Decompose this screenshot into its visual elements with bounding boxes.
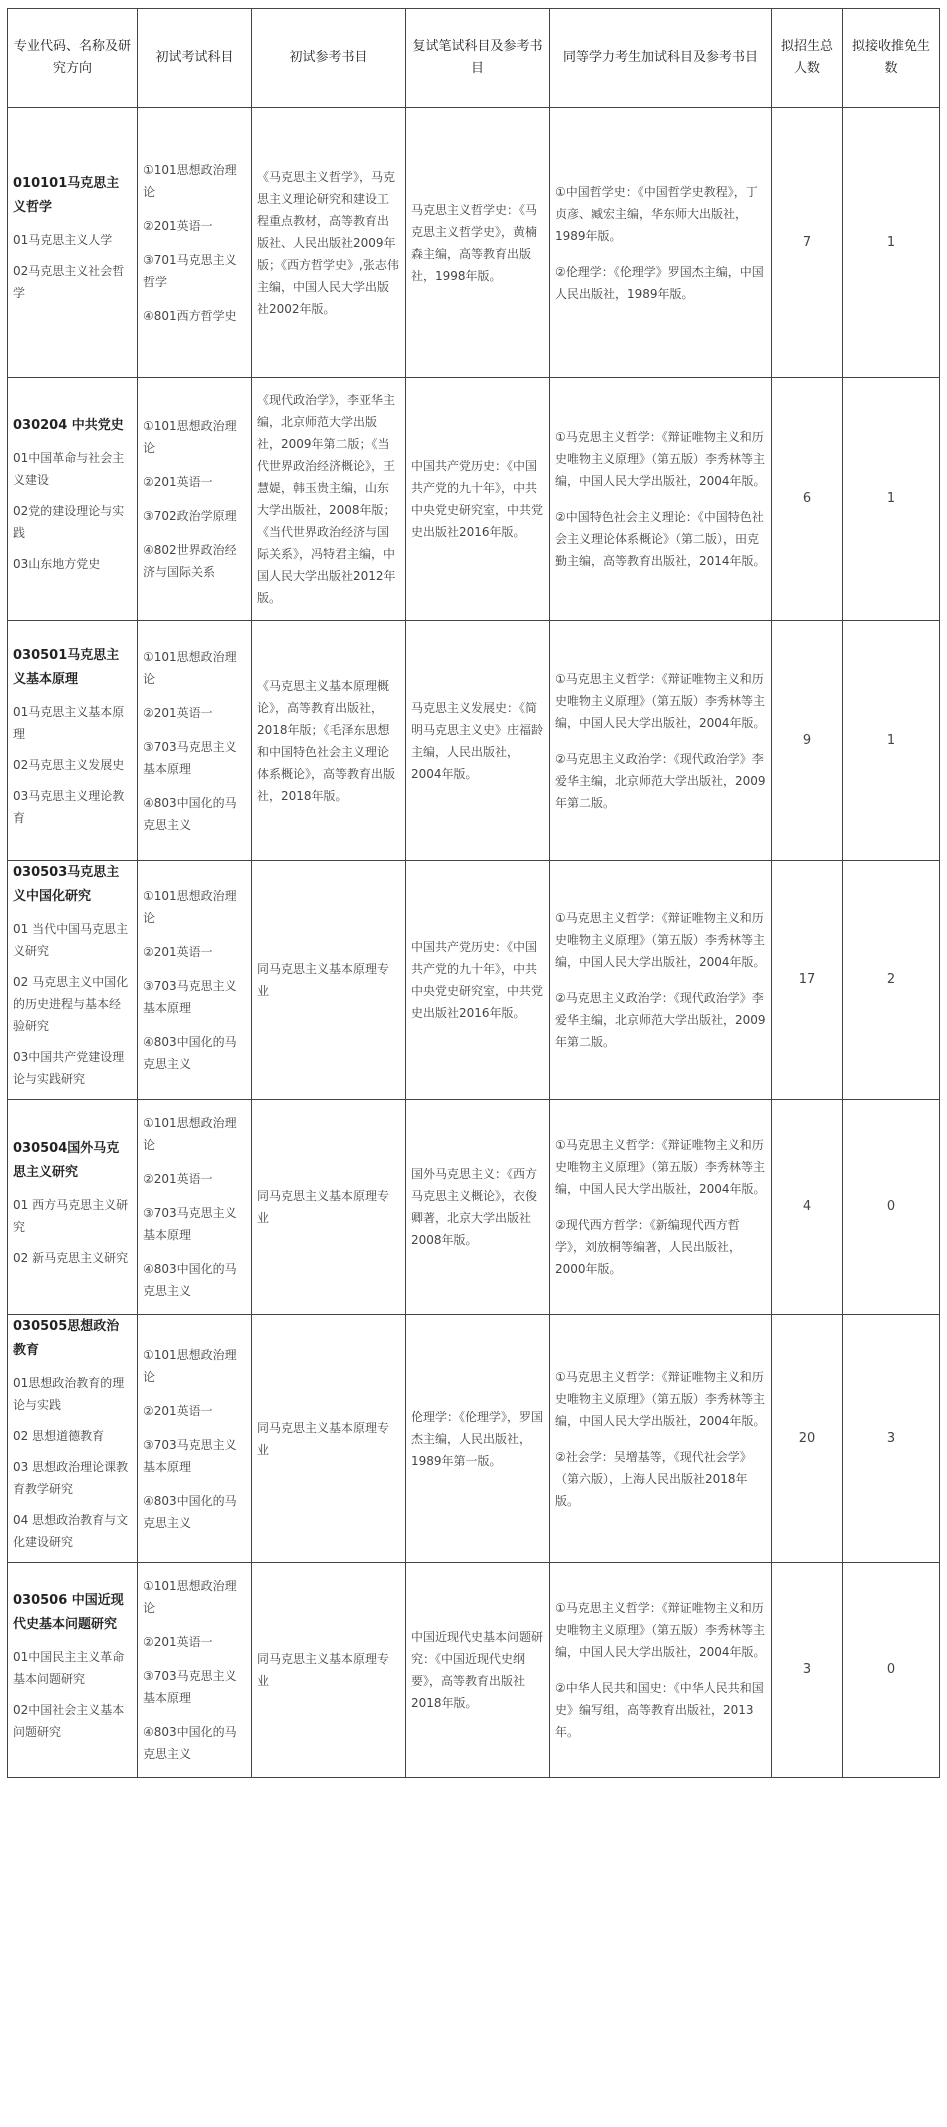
header-exempt: 拟接收推免生数 xyxy=(843,9,940,108)
exempt-count-cell: 0 xyxy=(843,1563,940,1778)
reference-books-cell xyxy=(252,1563,406,1778)
exam-subject: ①101思想政治理论 xyxy=(143,419,237,455)
exempt-count-cell: 0 xyxy=(843,1100,940,1315)
exam-subject: ②201英语一 xyxy=(143,218,213,233)
additional-subject: ②中国特色社会主义理论：《中国特色社会主义理论体系概论》（第二版），田克勤主编，高等教育出版社，2014年版。 xyxy=(555,510,766,568)
exam-subject: ③701马克思主义哲学 xyxy=(143,252,237,289)
retest-text: 中国共产党历史：《中国共产党的九十年》，中共中央党史研究室，中共党史出版社2016年版。 xyxy=(411,459,544,539)
research-direction: 03山东地方党史 xyxy=(13,557,101,571)
exam-subject: ③703马克思主义基本原理 xyxy=(143,1206,237,1242)
research-direction: 04 思想政治教育与文化建设研究 xyxy=(13,1513,129,1549)
program-title: 030505思想政治教育 xyxy=(13,1319,120,1358)
additional-subject: ②伦理学：《伦理学》罗国杰主编，中国人民出版社，1989年版。 xyxy=(555,264,764,301)
retest-text: 中国共产党历史：《中国共产党的九十年》，中共中央党史研究室，中共党史出版社2016年版。 xyxy=(411,940,544,1020)
exam-subjects-cell xyxy=(138,378,252,621)
reference-books-text: 同马克思主义基本原理专业 xyxy=(257,1420,390,1457)
additional-cell xyxy=(550,621,772,861)
exempt-count-cell: 1 xyxy=(843,378,940,621)
total-count-cell: 4 xyxy=(772,1100,843,1315)
reference-books-cell xyxy=(252,861,406,1100)
exam-subject: ④803中国化的马克思主义 xyxy=(143,1035,237,1071)
exam-subject: ③703马克思主义基本原理 xyxy=(143,979,237,1015)
retest-cell xyxy=(406,1563,550,1778)
exam-subject: ①101思想政治理论 xyxy=(143,889,237,925)
research-direction: 01马克思主义人学 xyxy=(13,233,113,247)
table-header xyxy=(8,9,940,108)
exam-subjects-cell xyxy=(138,108,252,378)
research-direction: 01 西方马克思主义研究 xyxy=(13,1197,129,1234)
exempt-count-cell: 3 xyxy=(843,1315,940,1563)
total-count-cell: 7 xyxy=(772,108,843,378)
research-direction: 02马克思主义社会哲学 xyxy=(13,264,125,300)
additional-subject: ②中华人民共和国史：《中华人民共和国史》编写组，高等教育出版社，2013年。 xyxy=(555,1681,764,1739)
program-cell xyxy=(8,1100,138,1315)
research-direction: 02马克思主义发展史 xyxy=(13,757,125,772)
exam-subject: ④801西方哲学史 xyxy=(143,308,237,323)
reference-books-text: 同马克思主义基本原理专业 xyxy=(257,1652,390,1688)
admissions-document xyxy=(7,8,940,1778)
program-title: 030501马克思主义基本原理 xyxy=(13,647,120,687)
reference-books-text: 《马克思主义基本原理概论》，高等教育出版社，2018年版；《毛泽东思想和中国特色社会主义理论体系概论》，高等教育出版社，2018年版。 xyxy=(257,678,396,803)
program-cell xyxy=(8,1315,138,1563)
exam-subject: ①101思想政治理论 xyxy=(143,1347,237,1384)
retest-text: 中国近现代史基本问题研究：《中国近现代史纲要》，高等教育出版社2018年版。 xyxy=(411,1630,544,1710)
additional-subject: ①马克思主义哲学：《辩证唯物主义和历史唯物主义原理》（第五版）李秀林等主编，中国人民大学出版社，2004年版。 xyxy=(555,1369,766,1428)
retest-text: 国外马克思主义：《西方马克思主义概论》，衣俊卿著，北京大学出版社2008年版。 xyxy=(411,1167,538,1247)
header-retest: 复试笔试科目及参考书目 xyxy=(406,9,550,108)
reference-books-text: 《现代政治学》，李亚华主编，北京师范大学出版社，2009年第二版；《当代世界政治经济概论》，王慧媞，韩玉贵主编，山东大学出版社，2008年版；《当代世界政治经济与国际关系》，冯特君主编，中国人民大学出版社2012年版。 xyxy=(257,393,396,605)
exam-subjects-cell xyxy=(138,861,252,1100)
exam-subjects-cell xyxy=(138,1100,252,1315)
exam-subject: ①101思想政治理论 xyxy=(143,1579,237,1615)
research-direction: 01思想政治教育的理论与实践 xyxy=(13,1376,125,1412)
header-program: 专业代码、名称及研究方向 xyxy=(8,9,138,108)
program-cell xyxy=(8,861,138,1100)
research-direction: 02党的建设理论与实践 xyxy=(13,504,125,540)
table-row xyxy=(8,1100,940,1315)
retest-text: 伦理学：《伦理学》，罗国杰主编，人民出版社，1989年第一版。 xyxy=(411,1409,544,1468)
retest-text: 马克思主义发展史：《简明马克思主义史》庄福龄主编，人民出版社，2004年版。 xyxy=(411,700,544,781)
header-exam-subjects: 初试考试科目 xyxy=(138,9,252,108)
exam-subject: ②201英语一 xyxy=(143,1403,213,1418)
exam-subject: ①101思想政治理论 xyxy=(143,1116,237,1152)
research-direction: 02 新马克思主义研究 xyxy=(13,1250,129,1265)
reference-books-cell xyxy=(252,1100,406,1315)
total-count-cell: 9 xyxy=(772,621,843,861)
table-row xyxy=(8,1315,940,1563)
program-title: 030503马克思主义中国化研究 xyxy=(13,865,120,904)
exam-subject: ④803中国化的马克思主义 xyxy=(143,1493,237,1530)
exam-subject: ④803中国化的马克思主义 xyxy=(143,1725,237,1761)
additional-cell xyxy=(550,1315,772,1563)
additional-subject: ①中国哲学史：《中国哲学史教程》，丁贞彦、臧宏主编，华东师大出版社，1989年版。 xyxy=(555,184,758,243)
exam-subjects-cell xyxy=(138,1315,252,1563)
program-cell xyxy=(8,108,138,378)
exam-subjects-cell xyxy=(138,1563,252,1778)
additional-cell xyxy=(550,1563,772,1778)
exempt-count-cell: 1 xyxy=(843,108,940,378)
retest-cell xyxy=(406,621,550,861)
research-direction: 03中国共产党建设理论与实践研究 xyxy=(13,1050,125,1086)
program-cell xyxy=(8,621,138,861)
exam-subject: ②201英语一 xyxy=(143,705,213,720)
table-body xyxy=(8,108,940,1778)
exam-subject: ③703马克思主义基本原理 xyxy=(143,1669,237,1705)
header-reference-books: 初试参考书目 xyxy=(252,9,406,108)
additional-cell xyxy=(550,1100,772,1315)
additional-subject: ①马克思主义哲学：《辩证唯物主义和历史唯物主义原理》（第五版）李秀林等主编，中国人民大学出版社，2004年版。 xyxy=(555,1601,766,1659)
exam-subject: ③702政治学原理 xyxy=(143,509,237,523)
exempt-count-cell: 2 xyxy=(843,861,940,1100)
additional-subject: ②马克思主义政治学：《现代政治学》李爱华主编，北京师范大学出版社，2009年第二版。 xyxy=(555,751,766,810)
total-count-cell: 20 xyxy=(772,1315,843,1563)
exam-subject: ①101思想政治理论 xyxy=(143,649,237,686)
additional-subject: ②社会学：吴增基等，《现代社会学》（第六版），上海人民出版社2018年版。 xyxy=(555,1449,752,1508)
table-row xyxy=(8,108,940,378)
exempt-count-cell: 1 xyxy=(843,621,940,861)
research-direction: 03 思想政治理论课教育教学研究 xyxy=(13,1460,129,1496)
exam-subject: ②201英语一 xyxy=(143,475,213,489)
reference-books-cell xyxy=(252,108,406,378)
program-title: 010101马克思主义哲学 xyxy=(13,176,120,215)
retest-cell xyxy=(406,1315,550,1563)
program-cell xyxy=(8,378,138,621)
exam-subject: ①101思想政治理论 xyxy=(143,162,237,199)
reference-books-cell xyxy=(252,621,406,861)
exam-subject: ②201英语一 xyxy=(143,1172,213,1186)
research-direction: 01中国革命与社会主义建设 xyxy=(13,451,125,487)
additional-cell xyxy=(550,108,772,378)
reference-books-cell xyxy=(252,378,406,621)
research-direction: 01 当代中国马克思主义研究 xyxy=(13,922,129,958)
total-count-cell: 17 xyxy=(772,861,843,1100)
additional-subject: ②马克思主义政治学：《现代政治学》李爱华主编，北京师范大学出版社，2009年第二版。 xyxy=(555,991,766,1049)
additional-subject: ①马克思主义哲学：《辩证唯物主义和历史唯物主义原理》（第五版）李秀林等主编，中国人民大学出版社，2004年版。 xyxy=(555,1138,766,1196)
header-total: 拟招生总人数 xyxy=(772,9,843,108)
retest-text: 马克思主义哲学史：《马克思主义哲学史》，黄楠森主编，高等教育出版社，1998年版。 xyxy=(411,202,538,283)
table-row xyxy=(8,1563,940,1778)
total-count-cell: 3 xyxy=(772,1563,843,1778)
exam-subject: ②201英语一 xyxy=(143,945,213,959)
additional-subject: ①马克思主义哲学：《辩证唯物主义和历史唯物主义原理》（第五版）李秀林等主编，中国人民大学出版社，2004年版。 xyxy=(555,671,766,730)
program-title: 030506 中国近现代史基本问题研究 xyxy=(13,1592,124,1632)
exam-subject: ②201英语一 xyxy=(143,1635,213,1649)
exam-subject: ④802世界政治经济与国际关系 xyxy=(143,543,237,579)
exam-subject: ④803中国化的马克思主义 xyxy=(143,1262,237,1298)
exam-subjects-cell xyxy=(138,621,252,861)
research-direction: 01中国民主主义革命基本问题研究 xyxy=(13,1649,125,1686)
table-row xyxy=(8,861,940,1100)
total-count-cell: 6 xyxy=(772,378,843,621)
exam-subject: ③703马克思主义基本原理 xyxy=(143,1437,237,1474)
retest-cell xyxy=(406,108,550,378)
research-direction: 02中国社会主义基本问题研究 xyxy=(13,1702,125,1739)
research-direction: 03马克思主义理论教育 xyxy=(13,788,125,825)
table-row xyxy=(8,621,940,861)
reference-books-text: 同马克思主义基本原理专业 xyxy=(257,962,390,998)
additional-cell xyxy=(550,861,772,1100)
reference-books-text: 同马克思主义基本原理专业 xyxy=(257,1189,390,1225)
header-additional: 同等学力考生加试科目及参考书目 xyxy=(550,9,772,108)
research-direction: 01马克思主义基本原理 xyxy=(13,704,125,741)
program-cell xyxy=(8,1563,138,1778)
exam-subject: ③703马克思主义基本原理 xyxy=(143,739,237,776)
reference-books-cell xyxy=(252,1315,406,1563)
additional-subject: ②现代西方哲学：《新编现代西方哲学》，刘放桐等编著，人民出版社，2000年版。 xyxy=(555,1218,742,1276)
reference-books-text: 《马克思主义哲学》，马克思主义理论研究和建设工程重点教材，高等教育出版社、人民出版社2009年版；《西方哲学史》,张志伟主编，中国人民大学出版社2002年版。 xyxy=(257,169,399,316)
exam-subject: ④803中国化的马克思主义 xyxy=(143,795,237,832)
retest-cell xyxy=(406,1100,550,1315)
retest-cell xyxy=(406,378,550,621)
research-direction: 02 马克思主义中国化的历史进程与基本经验研究 xyxy=(13,975,129,1033)
additional-cell xyxy=(550,378,772,621)
additional-subject: ①马克思主义哲学：《辩证唯物主义和历史唯物主义原理》（第五版）李秀林等主编，中国人民大学出版社，2004年版。 xyxy=(555,430,766,488)
program-title: 030204 中共党史 xyxy=(13,418,124,433)
table-row xyxy=(8,378,940,621)
program-table xyxy=(7,8,940,1778)
retest-cell xyxy=(406,861,550,1100)
additional-subject: ①马克思主义哲学：《辩证唯物主义和历史唯物主义原理》（第五版）李秀林等主编，中国人民大学出版社，2004年版。 xyxy=(555,911,766,969)
research-direction: 02 思想道德教育 xyxy=(13,1429,105,1443)
program-title: 030504国外马克思主义研究 xyxy=(13,1140,120,1180)
